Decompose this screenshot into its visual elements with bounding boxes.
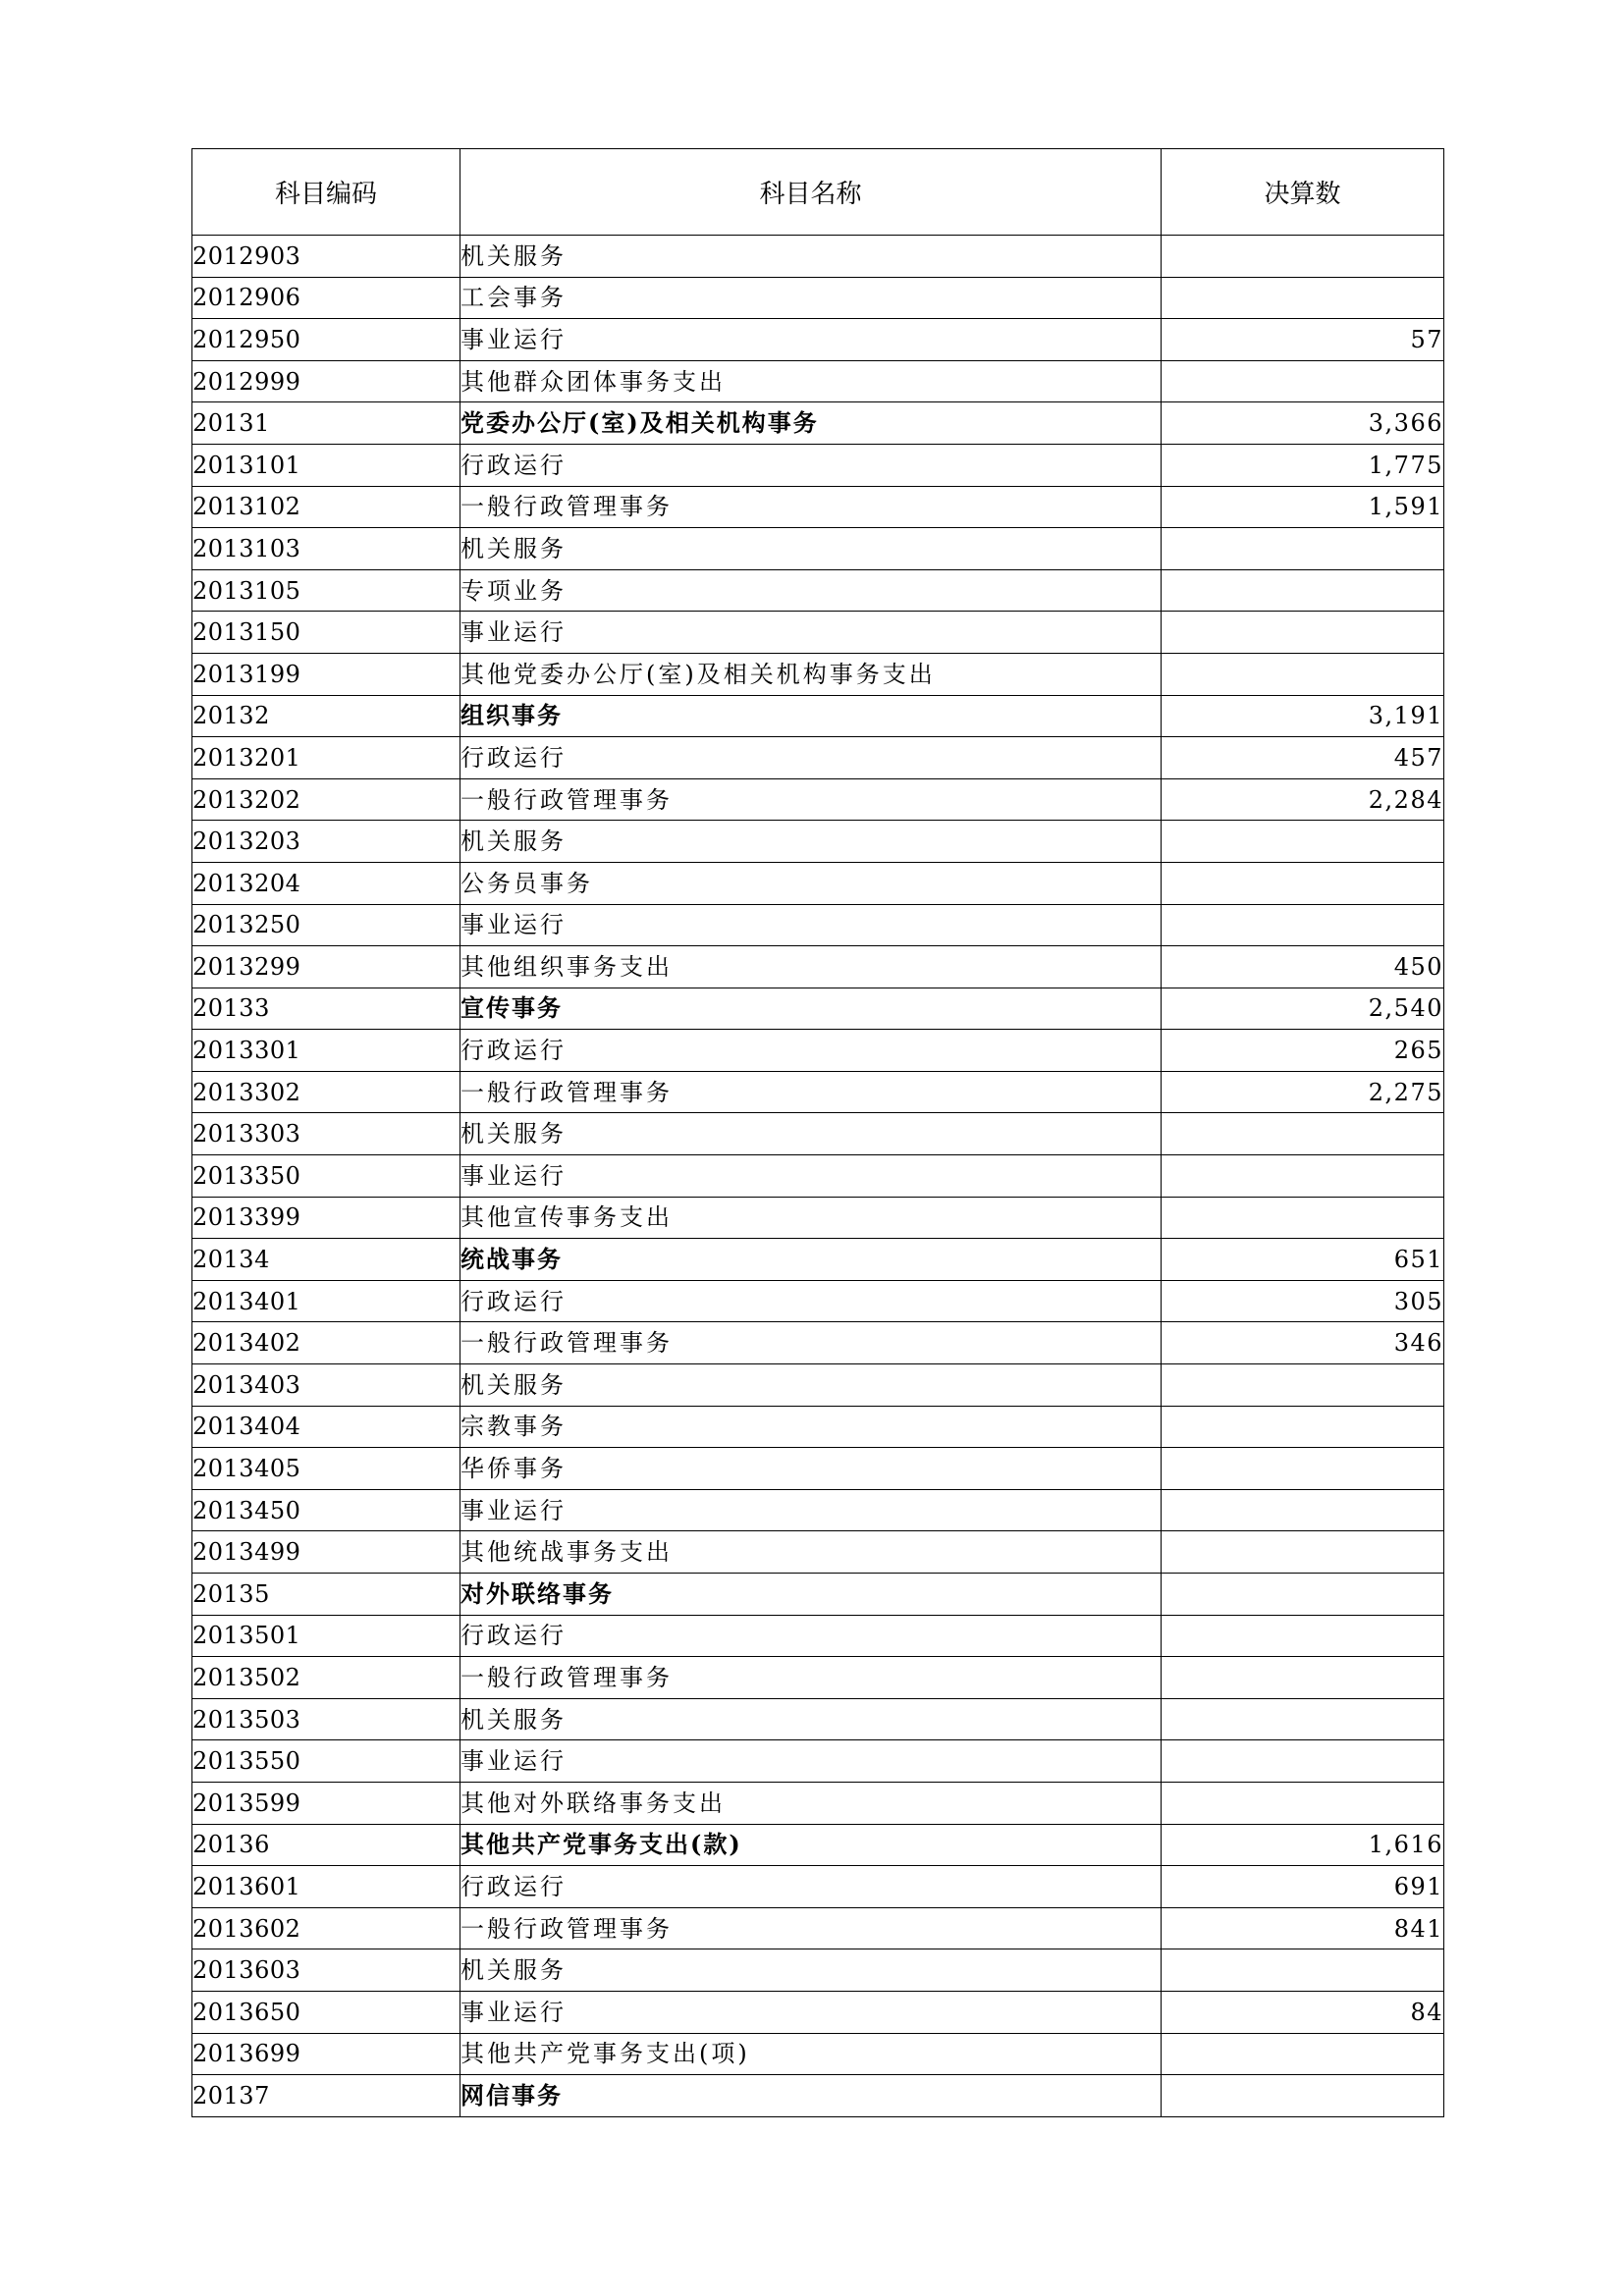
budget-table <box>191 148 1444 2117</box>
row-code: 2012906 <box>192 277 460 319</box>
row-amount: 691 <box>1162 1866 1444 1908</box>
row-name: 行政运行 <box>460 1280 1162 1322</box>
row-code: 2013302 <box>192 1071 460 1113</box>
row-code: 2013199 <box>192 653 460 695</box>
row-name: 机关服务 <box>460 1698 1162 1740</box>
row-name: 事业运行 <box>460 1155 1162 1198</box>
header-name: 科目名称 <box>460 149 1162 236</box>
row-code: 2012903 <box>192 236 460 278</box>
row-code: 20132 <box>192 695 460 737</box>
row-amount <box>1162 1698 1444 1740</box>
table-row <box>192 1615 1444 1657</box>
row-name: 对外联络事务 <box>460 1574 1162 1616</box>
row-code: 2013401 <box>192 1280 460 1322</box>
row-name: 党委办公厅(室)及相关机构事务 <box>460 402 1162 445</box>
row-amount <box>1162 1740 1444 1783</box>
row-code: 20136 <box>192 1824 460 1866</box>
header-row <box>192 149 1444 236</box>
row-code: 20137 <box>192 2075 460 2117</box>
table-row <box>192 1155 1444 1198</box>
row-name: 机关服务 <box>460 1949 1162 1992</box>
table-row <box>192 277 1444 319</box>
table-row <box>192 1907 1444 1949</box>
row-amount <box>1162 2033 1444 2075</box>
row-amount <box>1162 2075 1444 2117</box>
row-amount: 84 <box>1162 1991 1444 2033</box>
row-code: 2013201 <box>192 737 460 779</box>
table-row <box>192 1197 1444 1239</box>
row-name: 机关服务 <box>460 236 1162 278</box>
row-amount: 305 <box>1162 1280 1444 1322</box>
table-header <box>192 149 1444 236</box>
row-amount: 841 <box>1162 1907 1444 1949</box>
row-code: 2013503 <box>192 1698 460 1740</box>
row-code: 2013502 <box>192 1657 460 1699</box>
table-body <box>192 236 1444 2117</box>
table-row <box>192 444 1444 486</box>
row-amount <box>1162 1155 1444 1198</box>
row-name: 其他共产党事务支出(款) <box>460 1824 1162 1866</box>
row-name: 组织事务 <box>460 695 1162 737</box>
row-code: 2013250 <box>192 904 460 946</box>
row-code: 2013150 <box>192 612 460 654</box>
table-row <box>192 737 1444 779</box>
row-amount: 3,191 <box>1162 695 1444 737</box>
table-row-category <box>192 1574 1444 1616</box>
table-row <box>192 1448 1444 1490</box>
row-code: 2013301 <box>192 1030 460 1072</box>
row-name: 其他群众团体事务支出 <box>460 360 1162 402</box>
row-name: 宣传事务 <box>460 988 1162 1030</box>
row-amount <box>1162 1657 1444 1699</box>
row-code: 2013402 <box>192 1322 460 1364</box>
row-amount <box>1162 1489 1444 1531</box>
row-amount: 2,540 <box>1162 988 1444 1030</box>
row-name: 机关服务 <box>460 528 1162 570</box>
row-code: 2013204 <box>192 862 460 904</box>
row-name: 网信事务 <box>460 2075 1162 2117</box>
row-amount <box>1162 1364 1444 1407</box>
table-row <box>192 1991 1444 2033</box>
table-row <box>192 862 1444 904</box>
table-row <box>192 1657 1444 1699</box>
row-amount: 265 <box>1162 1030 1444 1072</box>
row-name: 行政运行 <box>460 444 1162 486</box>
row-amount <box>1162 1949 1444 1992</box>
row-amount: 457 <box>1162 737 1444 779</box>
table-row-category <box>192 402 1444 445</box>
row-amount: 1,591 <box>1162 486 1444 528</box>
row-code: 2013350 <box>192 1155 460 1198</box>
table-row <box>192 821 1444 863</box>
row-code: 2013499 <box>192 1531 460 1574</box>
row-amount <box>1162 821 1444 863</box>
table-row <box>192 319 1444 361</box>
table-row <box>192 778 1444 821</box>
table-row-category <box>192 695 1444 737</box>
row-amount: 346 <box>1162 1322 1444 1364</box>
row-code: 2013699 <box>192 2033 460 2075</box>
table-row <box>192 486 1444 528</box>
row-name: 其他党委办公厅(室)及相关机构事务支出 <box>460 653 1162 695</box>
row-name: 事业运行 <box>460 1740 1162 1783</box>
table-row <box>192 360 1444 402</box>
table-row <box>192 1364 1444 1407</box>
row-code: 2013405 <box>192 1448 460 1490</box>
row-code: 2013303 <box>192 1113 460 1155</box>
row-code: 20135 <box>192 1574 460 1616</box>
row-name: 一般行政管理事务 <box>460 1907 1162 1949</box>
row-name: 一般行政管理事务 <box>460 1071 1162 1113</box>
row-code: 2013550 <box>192 1740 460 1783</box>
table-row <box>192 2033 1444 2075</box>
row-code: 2013603 <box>192 1949 460 1992</box>
row-amount: 2,284 <box>1162 778 1444 821</box>
row-name: 其他宣传事务支出 <box>460 1197 1162 1239</box>
row-name: 公务员事务 <box>460 862 1162 904</box>
row-code: 2013501 <box>192 1615 460 1657</box>
row-code: 2013399 <box>192 1197 460 1239</box>
table-row <box>192 1866 1444 1908</box>
row-amount <box>1162 1197 1444 1239</box>
row-amount <box>1162 1531 1444 1574</box>
row-name: 机关服务 <box>460 1364 1162 1407</box>
row-name: 其他组织事务支出 <box>460 946 1162 988</box>
row-amount <box>1162 653 1444 695</box>
row-name: 事业运行 <box>460 612 1162 654</box>
row-amount <box>1162 236 1444 278</box>
table-row <box>192 1740 1444 1783</box>
row-code: 2013601 <box>192 1866 460 1908</box>
row-code: 2012999 <box>192 360 460 402</box>
row-amount <box>1162 277 1444 319</box>
row-name: 机关服务 <box>460 821 1162 863</box>
table-row <box>192 1698 1444 1740</box>
row-code: 2012950 <box>192 319 460 361</box>
row-amount <box>1162 904 1444 946</box>
row-name: 工会事务 <box>460 277 1162 319</box>
row-code: 2013103 <box>192 528 460 570</box>
row-name: 一般行政管理事务 <box>460 486 1162 528</box>
row-amount <box>1162 1406 1444 1448</box>
row-code: 2013105 <box>192 569 460 612</box>
table-row <box>192 1322 1444 1364</box>
table-row <box>192 612 1444 654</box>
row-amount: 3,366 <box>1162 402 1444 445</box>
row-name: 宗教事务 <box>460 1406 1162 1448</box>
row-amount <box>1162 569 1444 612</box>
table-row <box>192 946 1444 988</box>
row-name: 行政运行 <box>460 1615 1162 1657</box>
row-code: 2013403 <box>192 1364 460 1407</box>
table-row <box>192 1113 1444 1155</box>
table-row <box>192 236 1444 278</box>
row-code: 2013650 <box>192 1991 460 2033</box>
row-code: 2013203 <box>192 821 460 863</box>
row-name: 其他共产党事务支出(项) <box>460 2033 1162 2075</box>
table-row <box>192 904 1444 946</box>
row-amount: 450 <box>1162 946 1444 988</box>
row-amount <box>1162 528 1444 570</box>
table-row <box>192 569 1444 612</box>
row-amount <box>1162 1782 1444 1824</box>
header-code: 科目编码 <box>192 149 460 236</box>
row-name: 事业运行 <box>460 1991 1162 2033</box>
row-name: 专项业务 <box>460 569 1162 612</box>
row-name: 其他统战事务支出 <box>460 1531 1162 1574</box>
table-row <box>192 1030 1444 1072</box>
table-row-category <box>192 1239 1444 1281</box>
row-name: 机关服务 <box>460 1113 1162 1155</box>
row-amount: 1,616 <box>1162 1824 1444 1866</box>
row-amount <box>1162 1615 1444 1657</box>
table-row <box>192 1949 1444 1992</box>
row-code: 2013102 <box>192 486 460 528</box>
table-row-category <box>192 1824 1444 1866</box>
table-row-category <box>192 2075 1444 2117</box>
row-amount <box>1162 360 1444 402</box>
row-name: 行政运行 <box>460 1866 1162 1908</box>
row-code: 2013404 <box>192 1406 460 1448</box>
table-row <box>192 1280 1444 1322</box>
row-amount <box>1162 862 1444 904</box>
row-name: 统战事务 <box>460 1239 1162 1281</box>
table-row <box>192 1406 1444 1448</box>
row-code: 20134 <box>192 1239 460 1281</box>
row-name: 一般行政管理事务 <box>460 1322 1162 1364</box>
row-name: 事业运行 <box>460 1489 1162 1531</box>
row-code: 20131 <box>192 402 460 445</box>
row-name: 事业运行 <box>460 319 1162 361</box>
row-code: 2013602 <box>192 1907 460 1949</box>
row-code: 2013101 <box>192 444 460 486</box>
table-row <box>192 1531 1444 1574</box>
row-amount: 2,275 <box>1162 1071 1444 1113</box>
row-amount <box>1162 612 1444 654</box>
row-name: 行政运行 <box>460 1030 1162 1072</box>
table-row <box>192 528 1444 570</box>
row-name: 华侨事务 <box>460 1448 1162 1490</box>
row-amount <box>1162 1448 1444 1490</box>
table-row <box>192 1782 1444 1824</box>
header-amount: 决算数 <box>1162 149 1444 236</box>
row-name: 行政运行 <box>460 737 1162 779</box>
table-row <box>192 653 1444 695</box>
row-amount: 651 <box>1162 1239 1444 1281</box>
row-code: 2013599 <box>192 1782 460 1824</box>
row-name: 事业运行 <box>460 904 1162 946</box>
row-amount <box>1162 1574 1444 1616</box>
row-name: 一般行政管理事务 <box>460 778 1162 821</box>
row-amount <box>1162 1113 1444 1155</box>
row-code: 2013202 <box>192 778 460 821</box>
table-row <box>192 1071 1444 1113</box>
row-amount: 57 <box>1162 319 1444 361</box>
table-row-category <box>192 988 1444 1030</box>
table-row <box>192 1489 1444 1531</box>
row-code: 20133 <box>192 988 460 1030</box>
row-amount: 1,775 <box>1162 444 1444 486</box>
row-code: 2013450 <box>192 1489 460 1531</box>
row-name: 其他对外联络事务支出 <box>460 1782 1162 1824</box>
row-name: 一般行政管理事务 <box>460 1657 1162 1699</box>
row-code: 2013299 <box>192 946 460 988</box>
